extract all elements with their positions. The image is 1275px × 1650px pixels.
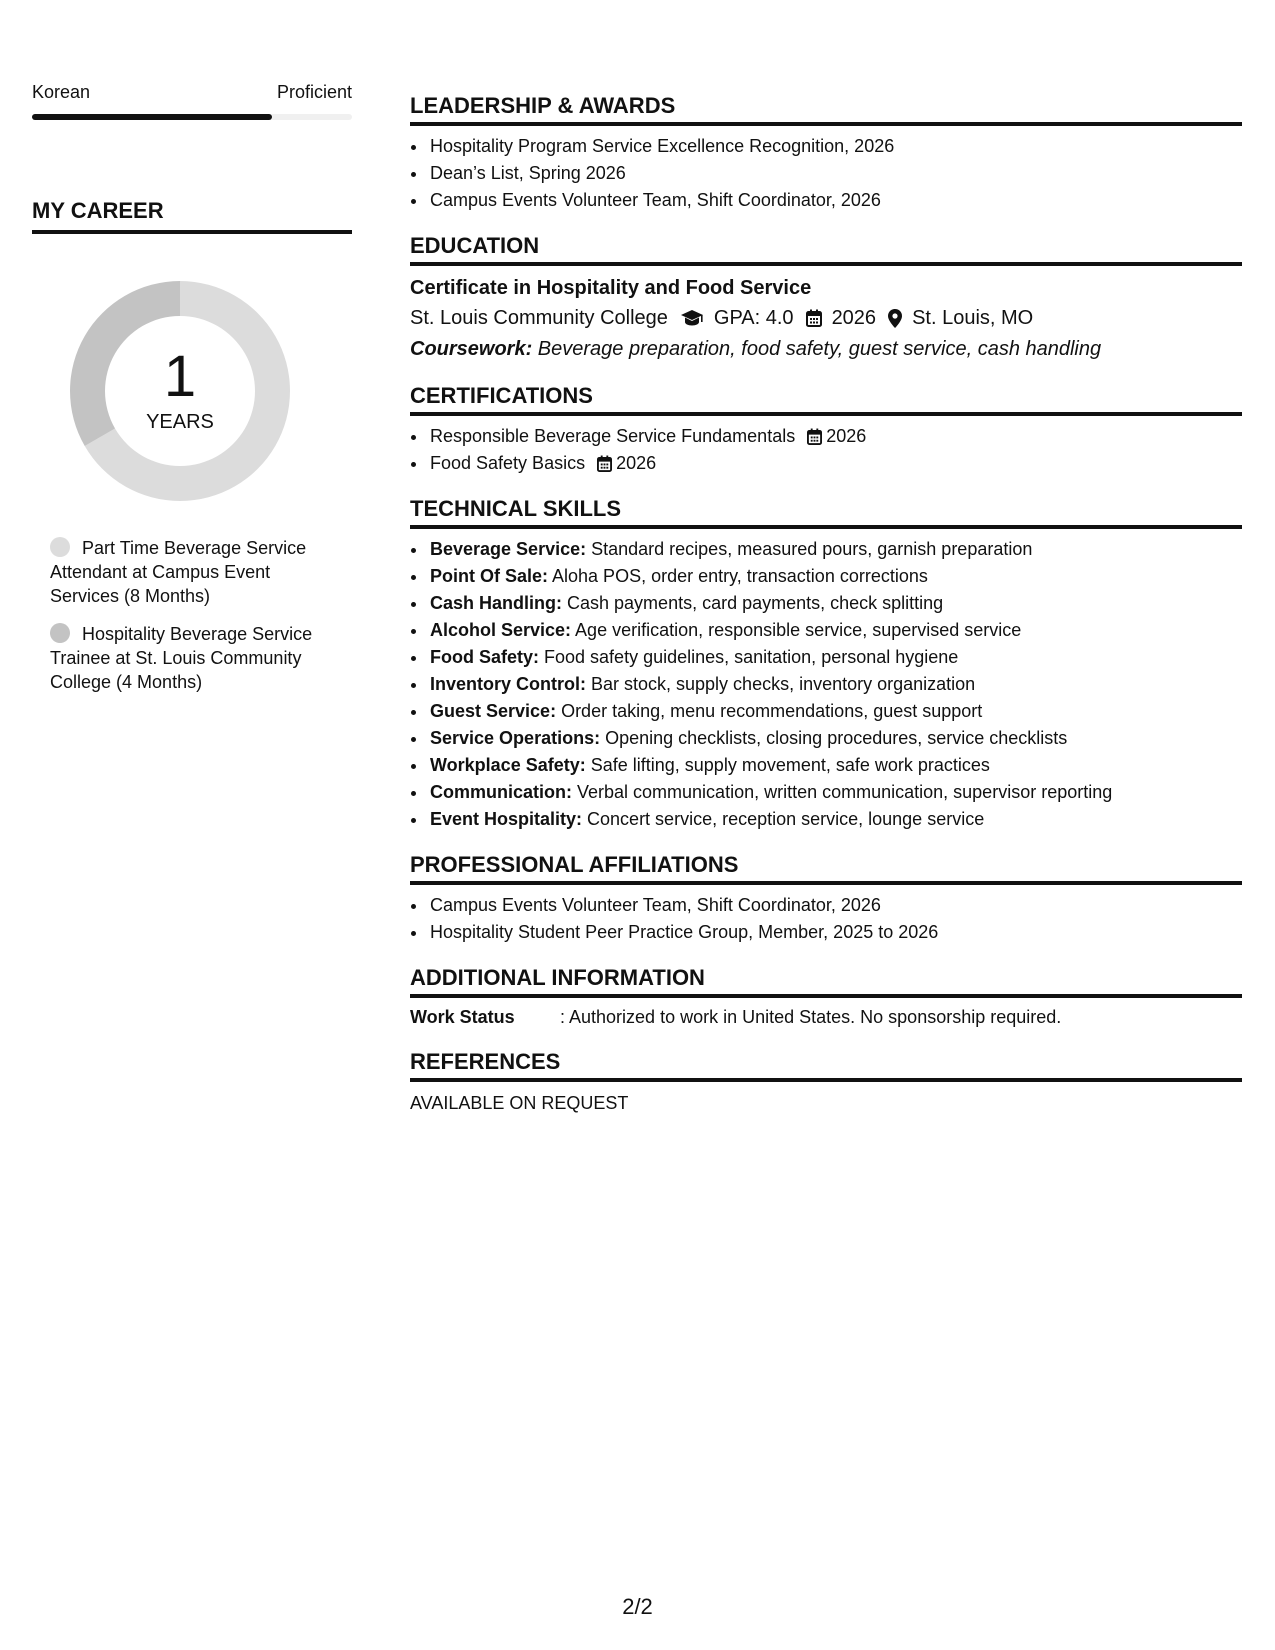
coursework-text: Beverage preparation, food safety, guest service, cash handling: [532, 338, 1102, 360]
skills-heading: TECHNICAL SKILLS: [410, 495, 1242, 529]
skill-label: Workplace Safety:: [430, 755, 586, 775]
skill-text: Verbal communication, written communication, supervisor reporting: [572, 782, 1113, 802]
education-school: St. Louis Community College: [410, 307, 668, 329]
skill-text: Opening checklists, closing procedures, service checklists: [600, 728, 1068, 748]
certifications-list: [410, 423, 1242, 477]
list-item: [428, 752, 1242, 779]
list-item: [428, 590, 1242, 617]
career-years-label: YEARS: [146, 411, 214, 433]
skill-label: Food Safety:: [430, 647, 540, 667]
list-item: [428, 725, 1242, 752]
certification-year: 2026: [826, 426, 867, 446]
list-item: [428, 644, 1242, 671]
language-name: Korean: [32, 82, 91, 102]
location-pin-icon: [888, 309, 902, 328]
calendar-icon: [807, 428, 822, 445]
list-item: [428, 563, 1242, 590]
list-item: [428, 450, 1242, 477]
graduation-cap-icon: [680, 309, 704, 327]
certifications-section: [410, 382, 1242, 477]
list-item: [428, 806, 1242, 833]
skill-text: Cash payments, card payments, check splitting: [562, 593, 944, 613]
career-legend-item: [50, 622, 330, 694]
additional-section: [410, 964, 1242, 1030]
skill-label: Inventory Control:: [430, 674, 586, 694]
certification-year: 2026: [616, 453, 657, 473]
career-legend-label: Part Time Beverage Service Attendant at Campus Event Services (8 Months): [50, 538, 307, 606]
leadership-section: [410, 92, 1242, 214]
certifications-heading: CERTIFICATIONS: [410, 382, 1242, 416]
education-coursework: [410, 334, 1242, 364]
affiliations-section: [410, 851, 1242, 946]
career-donut-chart: [65, 276, 295, 506]
education-details: [410, 302, 1242, 334]
language-level: Proficient: [276, 82, 352, 102]
list-item: [428, 779, 1242, 806]
skill-label: Beverage Service:: [430, 539, 587, 559]
language-proficiency-bar: [32, 114, 352, 120]
calendar-icon: [597, 455, 612, 472]
skill-label: Event Hospitality:: [430, 809, 583, 829]
references-text: AVAILABLE ON REQUEST: [410, 1093, 629, 1113]
career-legend: [32, 536, 352, 694]
references-section: [410, 1048, 1242, 1116]
skills-list: [410, 536, 1242, 833]
skill-text: Safe lifting, supply movement, safe work practices: [585, 755, 990, 775]
language-proficiency-fill: [32, 114, 272, 120]
additional-heading: ADDITIONAL INFORMATION: [410, 964, 1242, 998]
skill-label: Cash Handling:: [430, 593, 563, 613]
work-status-row: [410, 1004, 1242, 1030]
page-number: 2/2: [622, 1594, 653, 1619]
education-year: 2026: [831, 307, 877, 329]
skill-text: Bar stock, supply checks, inventory organization: [586, 674, 976, 694]
language-row: [32, 80, 352, 104]
career-heading: MY CAREER: [32, 196, 352, 234]
coursework-label: Coursework:: [410, 338, 533, 360]
right-column: [410, 92, 1242, 1134]
education-degree: Certificate in Hospitality and Food Service: [410, 277, 812, 299]
education-heading: EDUCATION: [410, 232, 1242, 266]
list-item: [428, 536, 1242, 563]
list-item: [428, 617, 1242, 644]
affiliations-heading: PROFESSIONAL AFFILIATIONS: [410, 851, 1242, 885]
left-column: [32, 80, 352, 708]
work-status-value: : Authorized to work in United States. No sponsorship required.: [560, 1007, 1062, 1027]
list-item: • Dean’s List, Spring 2026: [428, 160, 1242, 187]
education-section: [410, 232, 1242, 364]
skill-text: Order taking, menu recommendations, guest support: [556, 701, 983, 721]
list-item: • Hospitality Program Service Excellence Recognition, 2026: [428, 133, 1242, 160]
skill-label: Guest Service:: [430, 701, 557, 721]
education-gpa: GPA: 4.0: [713, 307, 794, 329]
leadership-heading: LEADERSHIP & AWARDS: [410, 92, 1242, 126]
certification-name: • Food Safety Basics: [430, 453, 586, 473]
legend-dot-icon: [50, 623, 70, 643]
skill-text: Concert service, reception service, lounge service: [582, 809, 985, 829]
legend-dot-icon: [50, 537, 70, 557]
education-location: St. Louis, MO: [912, 307, 1034, 329]
career-legend-item: [50, 536, 330, 608]
skill-label: Alcohol Service:: [430, 620, 572, 640]
skill-label: Point Of Sale:: [430, 566, 549, 586]
skill-label: Service Operations:: [430, 728, 601, 748]
references-heading: REFERENCES: [410, 1048, 1242, 1082]
skill-text: Age verification, responsible service, supervised service: [571, 620, 1022, 640]
certification-name: • Responsible Beverage Service Fundamentals: [430, 426, 796, 446]
work-status-label: Work Status: [410, 1007, 515, 1027]
skill-text: Aloha POS, order entry, transaction corrections: [548, 566, 928, 586]
calendar-icon: [806, 309, 822, 327]
leadership-list: [410, 133, 1242, 214]
donut-center: [65, 276, 295, 506]
skill-label: Communication:: [430, 782, 572, 802]
list-item: • Campus Events Volunteer Team, Shift Coordinator, 2026: [428, 892, 1242, 919]
skill-text: Standard recipes, measured pours, garnish preparation: [586, 539, 1033, 559]
list-item: [428, 671, 1242, 698]
career-total-years: 1: [163, 344, 197, 409]
list-item: [428, 698, 1242, 725]
career-legend-label: Hospitality Beverage Service Trainee at St. Louis Community College (4 Months): [50, 624, 313, 692]
list-item: [428, 423, 1242, 450]
affiliations-list: [410, 892, 1242, 946]
skills-section: [410, 495, 1242, 833]
skill-text: Food safety guidelines, sanitation, personal hygiene: [539, 647, 959, 667]
list-item: • Campus Events Volunteer Team, Shift Coordinator, 2026: [428, 187, 1242, 214]
list-item: • Hospitality Student Peer Practice Group, Member, 2025 to 2026: [428, 919, 1242, 946]
